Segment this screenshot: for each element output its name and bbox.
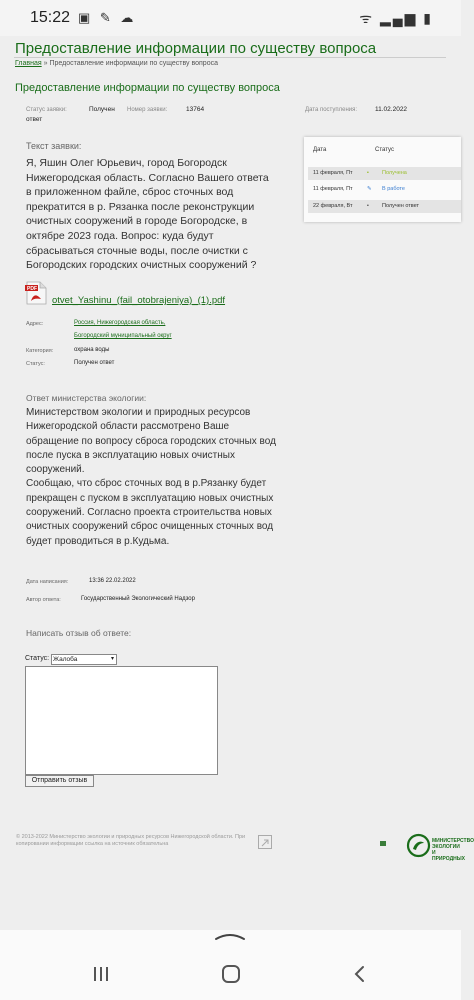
status-history-panel [304, 137, 461, 222]
review-label: Написать отзыв об ответе: [26, 628, 132, 638]
category-label: Категория: [26, 348, 54, 354]
breadcrumb-separator: » [41, 60, 50, 67]
breadcrumb-home-link[interactable]: Главная [15, 60, 42, 67]
ministry-logo-text: МИНИСТЕРСТВО ЭКОЛОГИИ И ПРИРОДНЫХ [432, 838, 474, 862]
page-title: Предоставление информации по существу вопроса [15, 40, 377, 57]
history-row [308, 167, 461, 180]
review-status-selected: Жалоба [53, 656, 78, 663]
answer-paragraph: Министерством экологии и природных ресурсов Нижегородской области рассмотрено Ваше обращение по вопросу сброса городских сточных вод после пуска в эксплуатацию новых очистных сооружений. [26, 407, 276, 476]
review-status-select[interactable] [51, 654, 117, 665]
written-value: 13:36 22.02.2022 [89, 578, 136, 584]
details-status-value: Получен ответ [74, 360, 115, 366]
chevron-down-icon: ▾ [110, 656, 114, 662]
address-label: Адрес: [26, 321, 44, 327]
footer-copyright: © 2013-2022 Министерство экологии и природных ресурсов Нижегородской области. При копировании информации ссылка на источник обязательна [16, 834, 246, 847]
breadcrumb [15, 60, 218, 67]
history-row [308, 200, 461, 213]
address-link-district[interactable]: Богородский муниципальный округ [74, 333, 172, 339]
status-bar [0, 0, 461, 36]
history-date: 11 февраля, Пт [313, 170, 353, 176]
written-label: Дата написания: [26, 579, 69, 585]
date-label: Дата поступления: [305, 107, 358, 113]
pencil-icon: ✎ [367, 186, 372, 192]
request-text-label: Текст заявки: [26, 141, 82, 151]
history-status: Получен ответ [382, 203, 420, 209]
history-col-status: Статус [375, 147, 394, 153]
history-status: В работе [382, 186, 405, 192]
section-title: Предоставление информации по существу вопроса [15, 82, 280, 94]
number-value: 13764 [186, 106, 205, 113]
mail-icon[interactable] [380, 841, 386, 846]
history-date: 22 февраля, Вт [313, 203, 353, 209]
answer-text [26, 406, 278, 549]
signal-battery-icons: ᯤ ▂▄▆ ▮ [359, 10, 433, 26]
number-label: Номер заявки: [127, 107, 168, 113]
answer-paragraph: Сообщаю, что сброс сточных вод в р.Рязанку будет прекращен с пуском в эксплуатацию новых очистных сооружений. Согласно проекта строительства новых очистных сооружений сброс очищенных сточных вод будет проводиться в р.Кудьма. [26, 478, 274, 547]
ministry-logo-icon[interactable] [407, 834, 430, 857]
author-value: Государственный Экологический Надзор [81, 596, 195, 602]
document-icon: ▪ [367, 170, 369, 176]
home-icon[interactable] [221, 964, 241, 984]
category-value: охрана воды [74, 347, 110, 353]
status-label: Статус заявки: [26, 107, 67, 113]
swipe-up-handle-icon[interactable] [214, 930, 246, 942]
document-icon: ▪ [367, 203, 369, 209]
author-label: Автор ответа: [26, 597, 61, 603]
history-col-date: Дата [313, 147, 327, 153]
pdf-file-icon[interactable] [25, 281, 47, 305]
history-status: Получена [382, 170, 407, 176]
status-value-2: ответ [26, 116, 43, 123]
history-row [308, 183, 461, 196]
history-date: 11 февраля, Пт [313, 186, 353, 192]
back-icon[interactable] [352, 965, 368, 983]
breadcrumb-current: Предоставление информации по существу вопроса [49, 60, 218, 67]
review-textarea[interactable] [25, 666, 218, 775]
submit-review-button[interactable]: Отправить отзыв [25, 775, 94, 787]
address-link-region[interactable]: Россия, Нижегородская область, [74, 320, 166, 326]
divider [14, 57, 446, 58]
answer-label: Ответ министерства экологии: [26, 393, 147, 403]
clock: 15:22 [30, 9, 71, 26]
svg-text:PDF: PDF [27, 286, 37, 292]
recent-apps-icon[interactable] [92, 965, 110, 983]
notification-icons: ▣ ✎ ☁ [78, 10, 137, 25]
external-link-icon[interactable] [258, 835, 272, 849]
navigation-bar [0, 930, 461, 1000]
date-value: 11.02.2022 [375, 106, 408, 113]
request-text: Я, Яшин Олег Юрьевич, город Богородск Нижегородская область. Согласно Вашего ответа в приложенном файле, сброс сточных вод прекратится в р. Рязанка после реконструкции очистных сооружений в городе Богородске, в октябре 2023 года. Вопрос: куда будут сбрасываться сточные воды, после очистки с Богородских городских очистных сооружений ? [26, 157, 269, 272]
attachment-link[interactable]: otvet_Yashinu_(fail_otobrajeniya)_(1).pdf [52, 295, 226, 306]
status-value: Получен [89, 106, 115, 113]
details-status-label: Статус: [26, 361, 45, 367]
review-status-label: Статус: [25, 655, 50, 662]
